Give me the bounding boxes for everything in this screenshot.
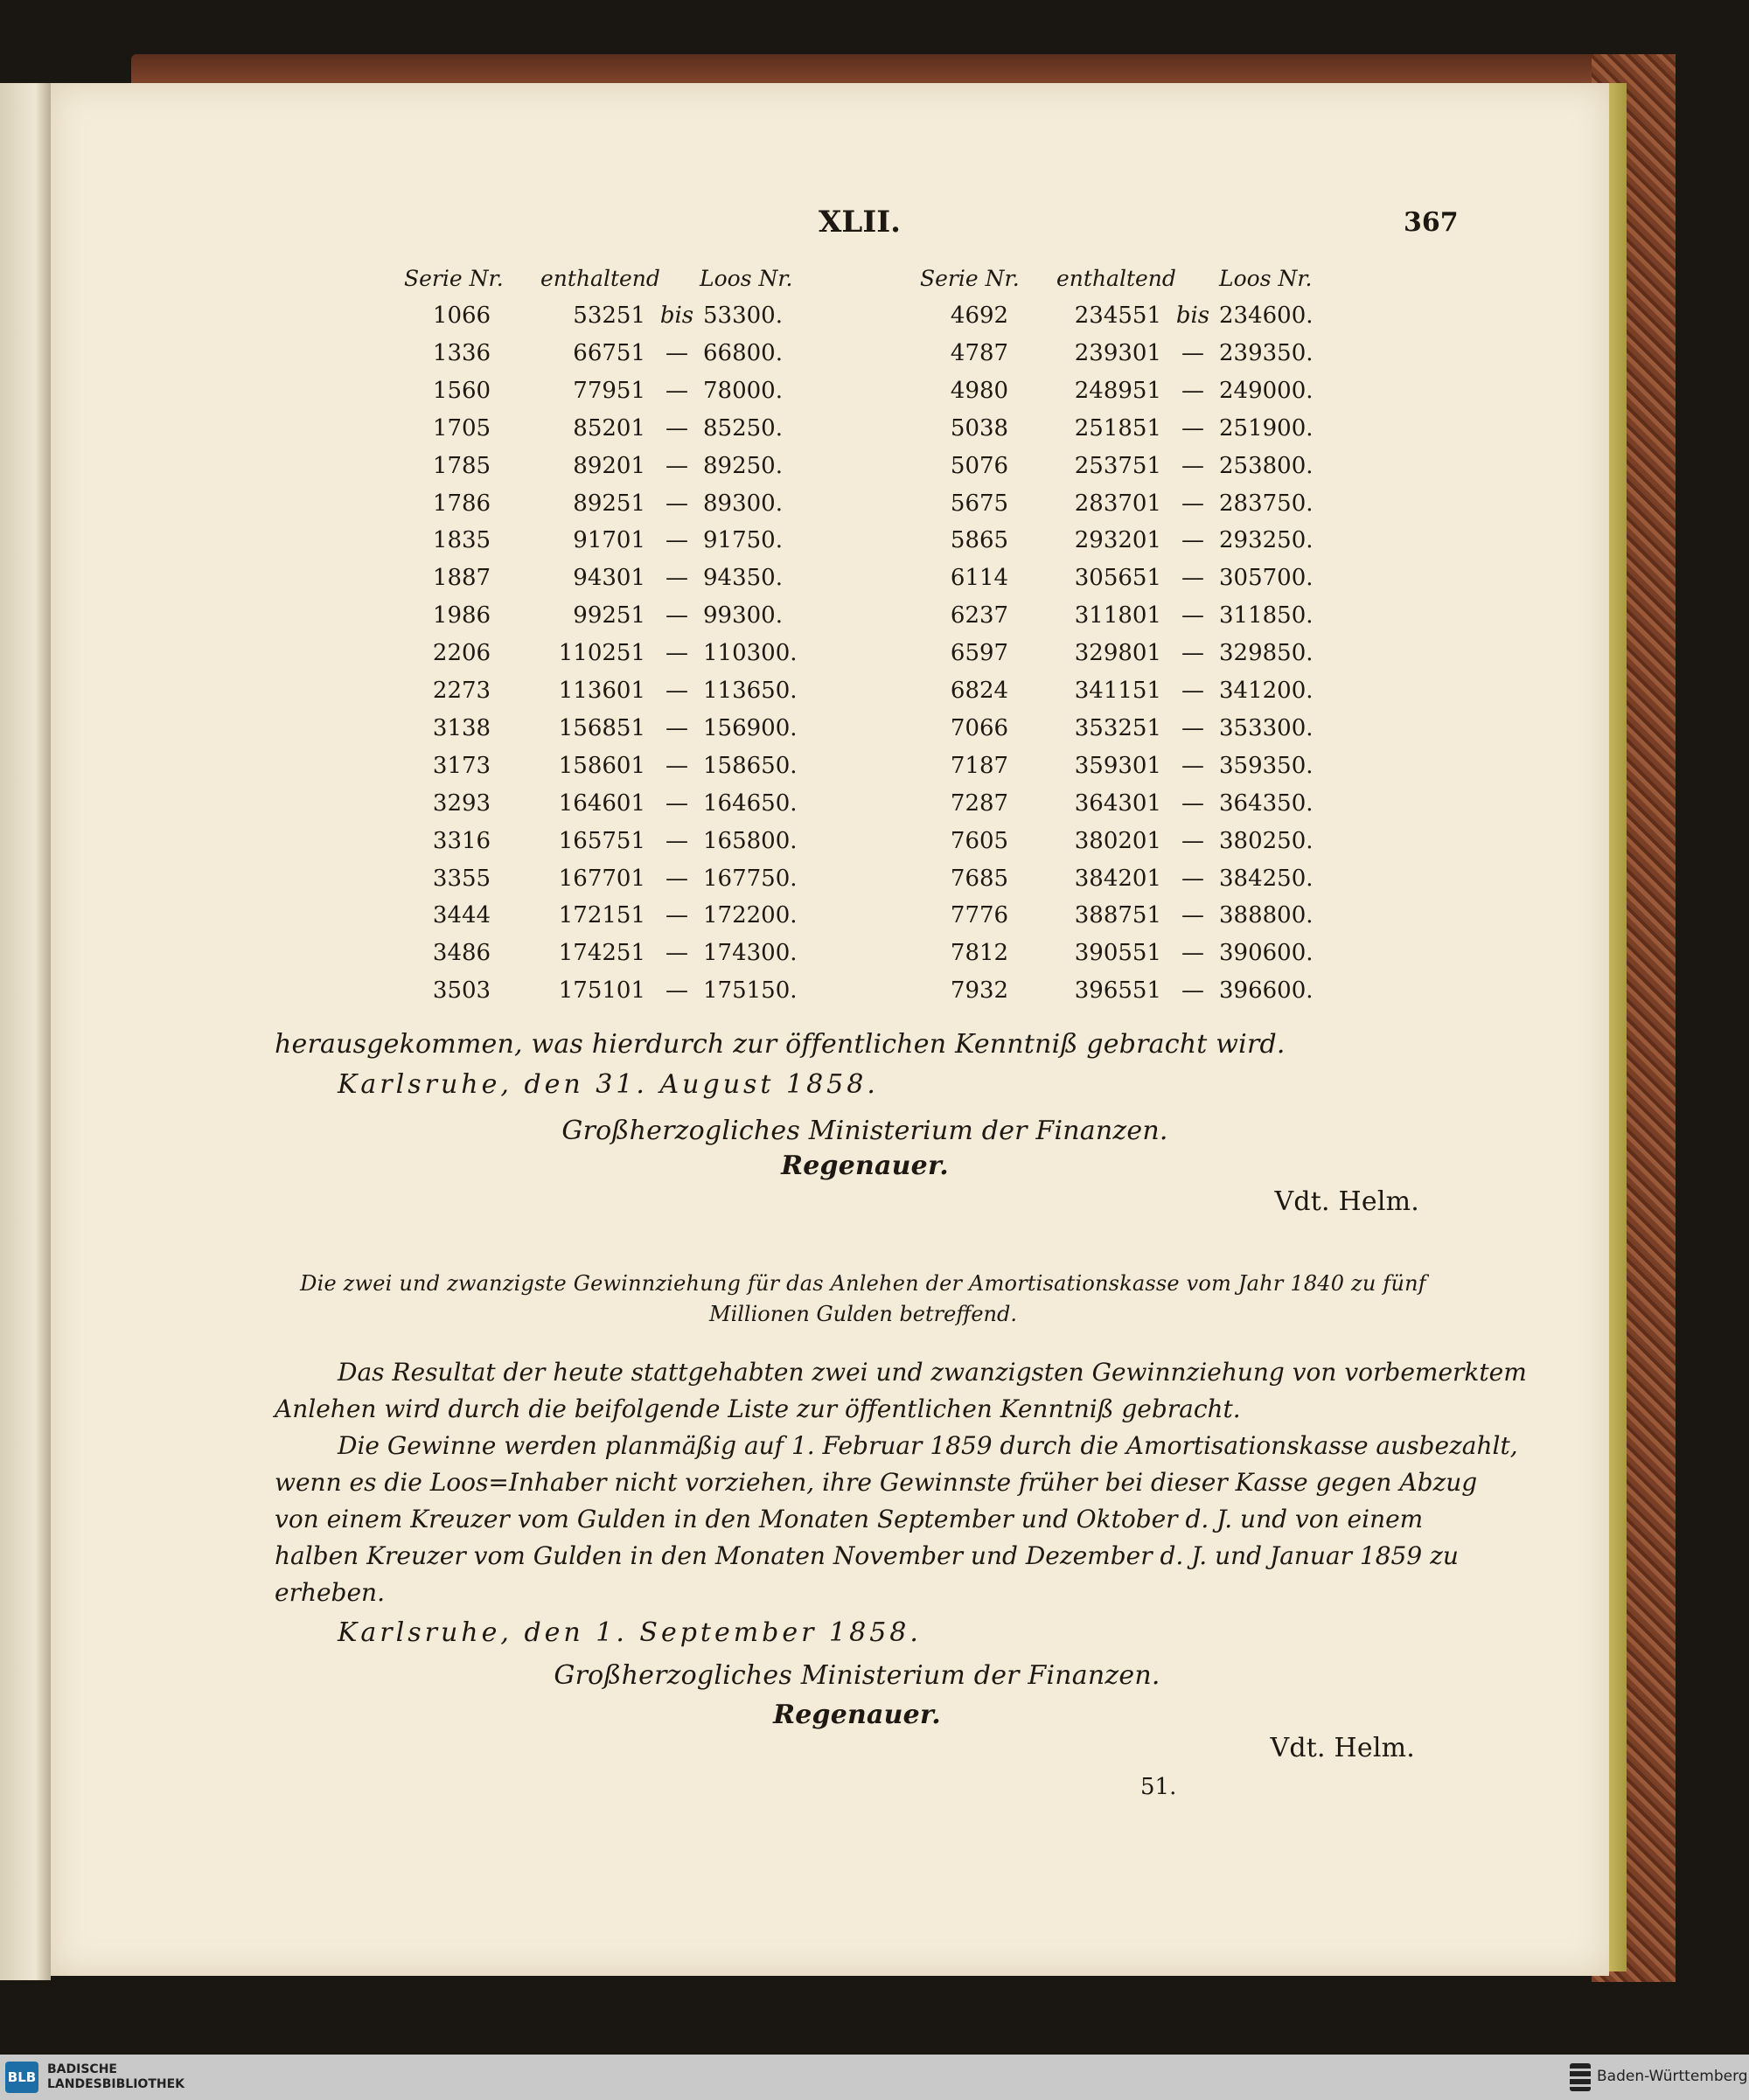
range-connector: — — [1181, 678, 1204, 704]
range-connector: — — [1181, 377, 1204, 404]
series-number: 3293 — [432, 789, 491, 817]
lot-range-end: 249000. — [1219, 377, 1313, 404]
range-connector: — — [665, 902, 688, 929]
notice2-vdt: Vdt. Helm. — [1270, 1733, 1415, 1763]
table-header-loos: Loos Nr. — [1219, 266, 1313, 291]
paragraph-line: wenn es die Loos=Inhaber nicht vorziehen, ihre Gewinnste früher bei dieser Kasse gegen Abzug — [275, 1468, 1478, 1497]
lot-range-start: 364301 — [1074, 789, 1161, 817]
lot-range-end: 234600. — [1219, 302, 1313, 329]
range-connector: bis — [659, 302, 694, 329]
paragraph-line: halben Kreuzer vom Gulden in den Monaten November und Dezember d. J. und Januar 1859 zu — [275, 1541, 1459, 1570]
series-number: 1887 — [432, 565, 491, 592]
lot-range-start: 305651 — [1074, 565, 1161, 592]
lot-range-end: 329850. — [1219, 640, 1313, 667]
lot-range-start: 234551 — [1074, 302, 1161, 329]
lot-range-start: 94301 — [573, 565, 645, 592]
series-number: 3173 — [432, 752, 491, 779]
lot-range-start: 164601 — [558, 789, 645, 817]
lot-range-start: 396551 — [1074, 977, 1161, 1005]
paragraph-line: von einem Kreuzer vom Gulden in den Monaten September und Oktober d. J. und von einem — [275, 1505, 1424, 1533]
series-number: 3503 — [432, 977, 491, 1005]
paragraph-line: Anlehen wird durch die beifolgende Liste zur öffentlichen Kenntniß gebracht. — [275, 1394, 1241, 1423]
lot-range-end: 167750. — [703, 865, 798, 892]
lot-range-start: 311801 — [1074, 602, 1161, 629]
series-number: 6114 — [950, 565, 1009, 592]
series-number: 7776 — [950, 902, 1009, 929]
footer-bar — [0, 2055, 1749, 2100]
notice1-signer: Regenauer. — [781, 1151, 949, 1181]
paragraph-line: Die Gewinne werden planmäßig auf 1. Februar 1859 durch die Amortisationskasse ausbezahlt, — [338, 1431, 1518, 1460]
lot-range-start: 248951 — [1074, 377, 1161, 404]
notice1-ministry: Großherzogliches Ministerium der Finanzen. — [561, 1116, 1168, 1146]
lot-range-end: 78000. — [703, 377, 783, 404]
lot-range-end: 283750. — [1219, 490, 1313, 517]
lot-range-end: 311850. — [1219, 602, 1313, 629]
lot-range-end: 239350. — [1219, 339, 1313, 366]
lot-range-end: 364350. — [1219, 789, 1313, 817]
lot-range-start: 359301 — [1074, 752, 1161, 779]
lot-range-end: 174300. — [703, 940, 798, 967]
series-number: 3444 — [432, 902, 491, 929]
lot-range-start: 341151 — [1074, 678, 1161, 704]
range-connector: — — [665, 827, 688, 854]
notice1-vdt: Vdt. Helm. — [1274, 1186, 1419, 1217]
lot-range-start: 239301 — [1074, 339, 1161, 366]
table-header-serie: Serie Nr. — [920, 266, 1020, 291]
series-number: 7605 — [950, 827, 1009, 854]
lot-range-end: 91750. — [703, 527, 783, 554]
lot-range-end: 384250. — [1219, 865, 1313, 892]
lot-range-end: 172200. — [703, 902, 798, 929]
lot-range-end: 164650. — [703, 789, 798, 817]
lot-range-start: 89201 — [573, 452, 645, 479]
range-connector: — — [1181, 565, 1204, 592]
series-number: 7066 — [950, 714, 1009, 741]
series-number: 2206 — [432, 640, 491, 667]
scanned-page — [51, 83, 1609, 1976]
lot-range-start: 353251 — [1074, 714, 1161, 741]
lot-range-start: 156851 — [558, 714, 645, 741]
range-connector: — — [665, 714, 688, 741]
lot-range-start: 172151 — [558, 902, 645, 929]
lot-range-start: 85201 — [573, 414, 645, 442]
baden-wuerttemberg-link[interactable]: Baden-Württemberg — [1597, 2068, 1748, 2085]
lot-range-start: 53251 — [573, 302, 645, 329]
notice1-place-date: Karlsruhe, den 31. August 1858. — [338, 1069, 879, 1100]
table-header-enthaltend: enthaltend — [1056, 266, 1176, 291]
range-connector: — — [665, 865, 688, 892]
lot-range-start: 89251 — [573, 490, 645, 517]
table-header-loos: Loos Nr. — [700, 266, 793, 291]
series-number: 1786 — [432, 490, 491, 517]
section-number: XLII. — [819, 205, 901, 240]
lot-range-end: 113650. — [703, 678, 798, 704]
lot-range-start: 99251 — [573, 602, 645, 629]
range-connector: — — [1181, 414, 1204, 442]
baden-wuerttemberg-crest-icon — [1570, 2063, 1591, 2091]
range-connector: — — [665, 377, 688, 404]
table-header-enthaltend: enthaltend — [540, 266, 660, 291]
paragraph-line: erheben. — [275, 1578, 385, 1607]
range-connector: — — [665, 977, 688, 1005]
series-number: 1785 — [432, 452, 491, 479]
lot-range-end: 341200. — [1219, 678, 1313, 704]
lot-range-end: 175150. — [703, 977, 798, 1005]
range-connector: — — [1181, 640, 1204, 667]
lot-range-start: 384201 — [1074, 865, 1161, 892]
lot-range-start: 110251 — [558, 640, 645, 667]
lot-range-end: 396600. — [1219, 977, 1313, 1005]
series-number: 3486 — [432, 940, 491, 967]
range-connector: — — [1181, 940, 1204, 967]
lot-range-start: 390551 — [1074, 940, 1161, 967]
lot-range-start: 66751 — [573, 339, 645, 366]
lot-range-start: 253751 — [1074, 452, 1161, 479]
lot-range-end: 99300. — [703, 602, 783, 629]
series-number: 3138 — [432, 714, 491, 741]
lot-range-end: 390600. — [1219, 940, 1313, 967]
lot-range-end: 158650. — [703, 752, 798, 779]
notice2-title-line1: Die zwei und zwanzigste Gewinnziehung für das Anlehen der Amortisationskasse vom Jahr 1840 zu fünf — [300, 1271, 1426, 1296]
series-number: 7685 — [950, 865, 1009, 892]
series-number: 6237 — [950, 602, 1009, 629]
range-connector: — — [665, 789, 688, 817]
lot-range-start: 293201 — [1074, 527, 1161, 554]
series-number: 3316 — [432, 827, 491, 854]
lot-range-start: 158601 — [558, 752, 645, 779]
lot-range-end: 85250. — [703, 414, 783, 442]
lot-range-end: 94350. — [703, 565, 783, 592]
range-connector: — — [1181, 490, 1204, 517]
lot-range-end: 305700. — [1219, 565, 1313, 592]
range-connector: — — [1181, 902, 1204, 929]
lot-range-end: 253800. — [1219, 452, 1313, 479]
table-header-serie: Serie Nr. — [404, 266, 504, 291]
page-number: 367 — [1404, 207, 1459, 238]
series-number: 1705 — [432, 414, 491, 442]
series-number: 5865 — [950, 527, 1009, 554]
range-connector: — — [1181, 827, 1204, 854]
notice2-title-line2: Millionen Gulden betreffend. — [709, 1302, 1017, 1326]
range-connector: — — [1181, 865, 1204, 892]
series-number: 6824 — [950, 678, 1009, 704]
lot-range-end: 388800. — [1219, 902, 1313, 929]
range-connector: — — [665, 565, 688, 592]
lot-range-start: 251851 — [1074, 414, 1161, 442]
range-connector: — — [665, 452, 688, 479]
lot-range-start: 380201 — [1074, 827, 1161, 854]
range-connector: — — [1181, 452, 1204, 479]
lot-range-start: 167701 — [558, 865, 645, 892]
lot-range-start: 175101 — [558, 977, 645, 1005]
series-number: 3355 — [432, 865, 491, 892]
series-number: 1336 — [432, 339, 491, 366]
lot-range-start: 91701 — [573, 527, 645, 554]
range-connector: — — [1181, 339, 1204, 366]
range-connector: — — [1181, 977, 1204, 1005]
range-connector: — — [665, 678, 688, 704]
lot-range-start: 165751 — [558, 827, 645, 854]
notice1-closing: herausgekommen, was hierdurch zur öffentlichen Kenntniß gebracht wird. — [275, 1029, 1286, 1060]
lot-range-end: 251900. — [1219, 414, 1313, 442]
lot-range-end: 89300. — [703, 490, 783, 517]
notice2-signer: Regenauer. — [773, 1700, 941, 1730]
series-number: 5076 — [950, 452, 1009, 479]
range-connector: — — [665, 527, 688, 554]
series-number: 7932 — [950, 977, 1009, 1005]
range-connector: — — [665, 414, 688, 442]
lot-range-start: 283701 — [1074, 490, 1161, 517]
series-number: 5675 — [950, 490, 1009, 517]
range-connector: — — [665, 602, 688, 629]
blb-name[interactable] — [47, 2062, 185, 2092]
series-number: 1066 — [432, 302, 491, 329]
series-number: 7812 — [950, 940, 1009, 967]
lot-range-end: 353300. — [1219, 714, 1313, 741]
lot-range-start: 77951 — [573, 377, 645, 404]
series-number: 5038 — [950, 414, 1009, 442]
lot-range-end: 89250. — [703, 452, 783, 479]
notice2-place-date: Karlsruhe, den 1. September 1858. — [338, 1617, 922, 1648]
range-connector: — — [665, 490, 688, 517]
lot-range-start: 113601 — [558, 678, 645, 704]
range-connector: bis — [1175, 302, 1210, 329]
lot-range-end: 293250. — [1219, 527, 1313, 554]
series-number: 1835 — [432, 527, 491, 554]
notice2-ministry: Großherzogliches Ministerium der Finanzen. — [554, 1660, 1160, 1691]
lot-range-start: 329801 — [1074, 640, 1161, 667]
series-number: 1986 — [432, 602, 491, 629]
range-connector: — — [665, 940, 688, 967]
series-number: 7287 — [950, 789, 1009, 817]
lot-range-start: 174251 — [558, 940, 645, 967]
blb-name-line1: BADISCHE — [47, 2062, 117, 2076]
blb-name-line2: LANDESBIBLIOTHEK — [47, 2077, 185, 2091]
series-number: 6597 — [950, 640, 1009, 667]
range-connector: — — [665, 752, 688, 779]
lot-range-end: 156900. — [703, 714, 798, 741]
range-connector: — — [1181, 714, 1204, 741]
series-number: 7187 — [950, 752, 1009, 779]
lot-range-end: 359350. — [1219, 752, 1313, 779]
range-connector: — — [1181, 789, 1204, 817]
series-number: 2273 — [432, 678, 491, 704]
lot-range-start: 388751 — [1074, 902, 1161, 929]
series-number: 4787 — [950, 339, 1009, 366]
series-number: 4692 — [950, 302, 1009, 329]
range-connector: — — [665, 640, 688, 667]
lot-range-end: 380250. — [1219, 827, 1313, 854]
lot-range-end: 53300. — [703, 302, 783, 329]
range-connector: — — [665, 339, 688, 366]
range-connector: — — [1181, 752, 1204, 779]
lot-range-end: 165800. — [703, 827, 798, 854]
range-connector: — — [1181, 602, 1204, 629]
series-number: 4980 — [950, 377, 1009, 404]
signature-mark: 51. — [1140, 1774, 1177, 1800]
lot-range-end: 110300. — [703, 640, 798, 667]
range-connector: — — [1181, 527, 1204, 554]
paragraph-line: Das Resultat der heute stattgehabten zwei und zwanzigsten Gewinnziehung von vorbemerktem — [338, 1358, 1527, 1387]
lot-range-end: 66800. — [703, 339, 783, 366]
blb-logo[interactable]: BLB — [5, 2062, 38, 2093]
series-number: 1560 — [432, 377, 491, 404]
